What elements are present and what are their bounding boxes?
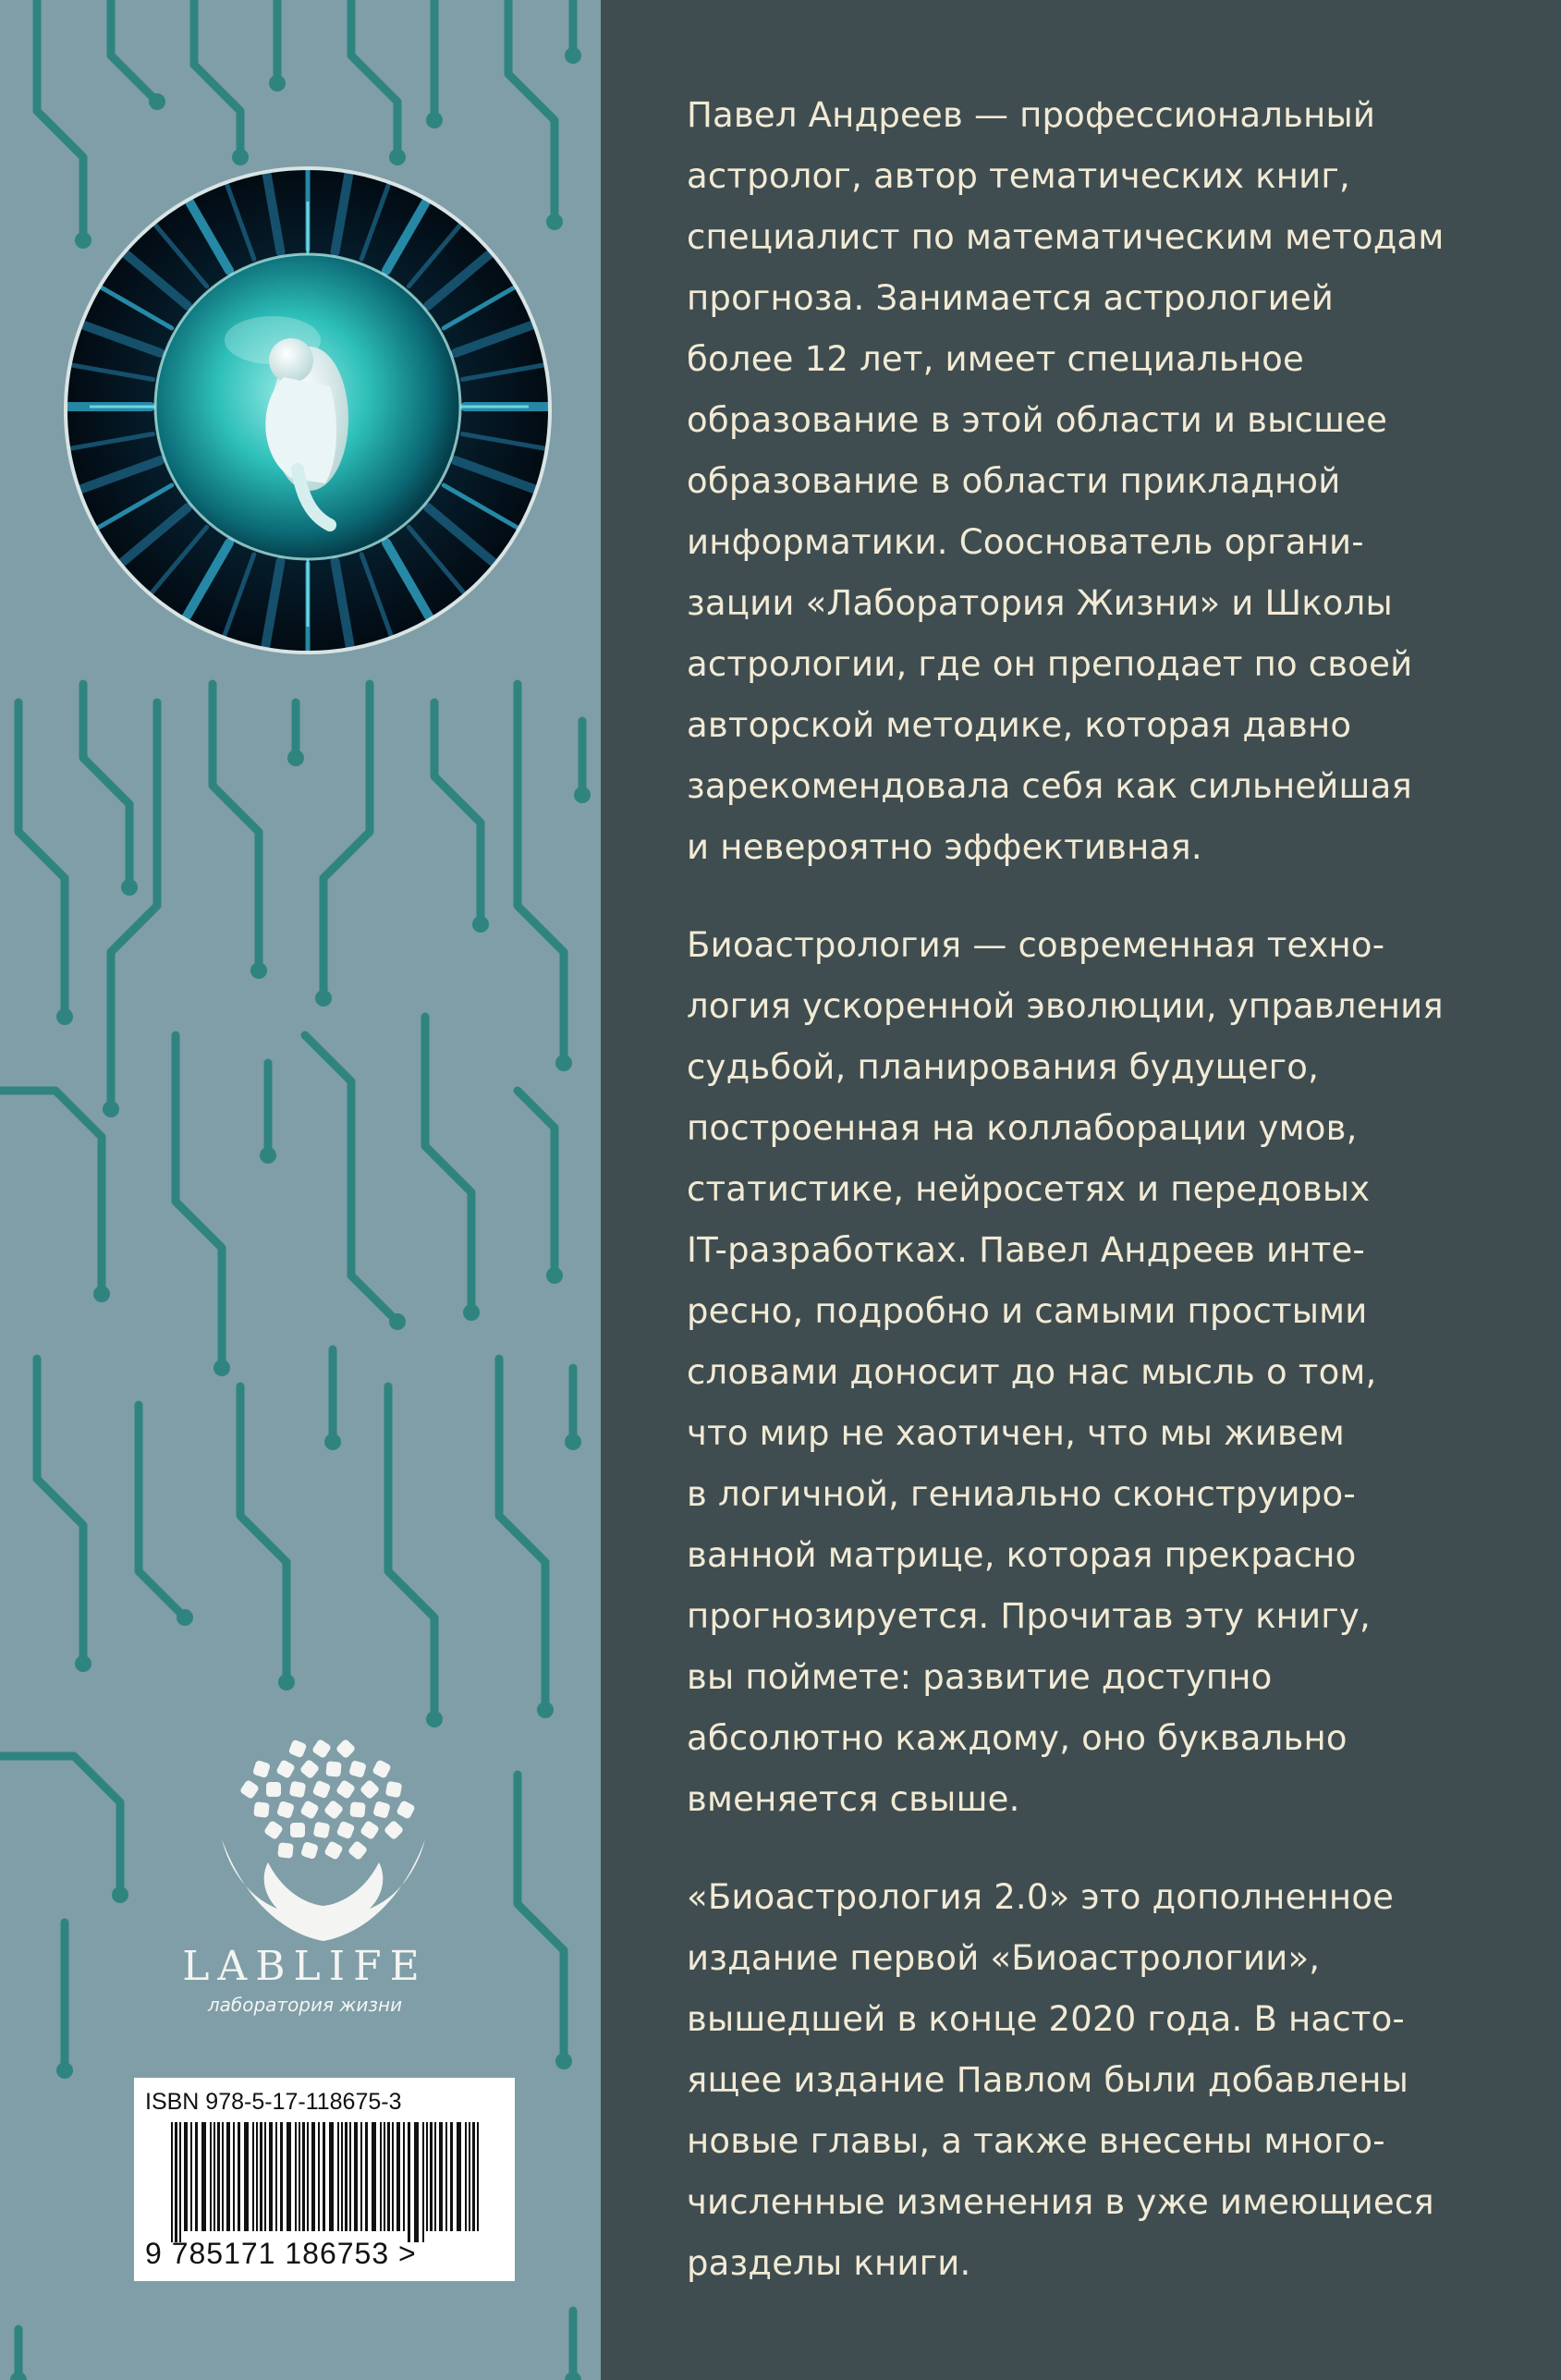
circuit-node [565,2372,581,2380]
puzzle-piece [349,1801,365,1817]
puzzle-piece [372,1759,392,1779]
puzzle-piece [312,1780,332,1800]
barcode-bar [387,2122,390,2231]
book-description [687,85,1500,2294]
circuit-trace [213,684,259,970]
circuit-node [260,1147,276,1164]
circuit-node [472,916,489,933]
text-line: специалист по математическим методам [687,217,1445,257]
puzzle-piece [325,1761,341,1776]
circuit-node [426,112,443,128]
circuit-node [565,1434,581,1450]
text-line: вы поймете: развитие доступно [687,1657,1273,1697]
puzzle-piece [275,1759,296,1779]
circuit-node [555,2053,572,2069]
puzzle-piece [276,1800,295,1819]
puzzle-piece [263,1820,284,1840]
circuit-trace [323,684,370,998]
text-line: ресно, подробно и самыми простыми [687,1291,1368,1331]
circuit-node [10,2372,27,2380]
circuit-trace [0,1091,102,1294]
author-bio-paragraph [687,85,1500,878]
puzzle-piece [239,1779,260,1800]
text-line: образование в области прикладной [687,461,1341,501]
puzzle-piece [253,1801,270,1818]
barcode-bar [345,2122,348,2231]
circuit-node [315,990,332,1007]
circuit-trace [18,702,65,1017]
barcode-bar [269,2122,273,2231]
text-line: ящее издание Павлом были добавлены [687,2060,1409,2100]
barcode-bar [264,2122,266,2231]
circuit-node [389,1313,406,1330]
circuit-trace [518,1775,564,2061]
puzzle-piece [336,1821,356,1840]
puzzle-piece [323,1800,345,1821]
text-line: IT-разработках. Павел Андреев инте- [687,1230,1365,1270]
barcode-bar [226,2122,230,2231]
circuit-node [149,93,165,110]
puzzle-piece [290,1823,305,1837]
barcode-bar [372,2122,376,2231]
circuit-trace [111,0,157,102]
barcode-bar [354,2122,358,2231]
barcode-bar [457,2122,461,2231]
circuit-trace [83,684,129,887]
barcode-bar [469,2122,470,2231]
text-line: астролог, автор тематических книг, [687,156,1350,196]
barcode-bar [238,2122,240,2231]
circuit-node [269,75,286,92]
circuit-node [278,1674,295,1690]
circuit-node [574,787,591,803]
circuit-node [565,47,581,64]
circuit-node [389,149,406,165]
text-line: новые главы, а также внесены много- [687,2121,1385,2161]
text-line: в логичной, гениально сконструиро- [687,1474,1356,1514]
circuit-node [546,1267,563,1284]
puzzle-piece [299,1759,321,1780]
barcode-bar [329,2122,334,2231]
barcode-bar [450,2122,453,2231]
text-line: зации «Лаборатория Жизни» и Школы [687,583,1393,623]
barcode-bar [396,2122,400,2231]
circuit-trace [111,702,157,1109]
text-line: зарекомендовала себя как сильнейшая [687,766,1412,806]
puzzle-piece [348,1840,369,1861]
text-line: Биоастрология — современная техно- [687,925,1385,965]
barcode-bar [408,2122,410,2242]
barcode-bar [213,2122,215,2231]
circuit-node [232,149,249,165]
puzzle-piece [252,1760,271,1778]
barcode-bar [295,2122,297,2231]
barcode-bar [287,2122,291,2231]
circuit-node [56,2062,73,2079]
circuit-trace [499,1359,545,1710]
barcode-bar [179,2122,181,2242]
barcode-bar [184,2122,188,2231]
barcode-bar [171,2122,173,2242]
barcode-bar [311,2122,315,2231]
circuit-trace [388,1386,434,1719]
barcode-bar [190,2122,192,2231]
barcode-bar [307,2122,309,2231]
circuit-node [287,750,304,766]
barcode-bar [414,2122,419,2242]
circuit-trace [139,1405,185,1617]
barcode-bar [280,2122,283,2231]
text-line: более 12 лет, имеет специальное [687,339,1304,379]
edition-paragraph [687,1867,1500,2294]
circuit-node [121,879,138,896]
circuit-trace [434,702,481,924]
circuit-trace [305,1035,397,1322]
puzzle-piece [323,1840,344,1861]
barcode-bar [201,2122,206,2231]
barcode-bar [422,2122,424,2242]
puzzle-piece [300,1841,319,1860]
barcode-bar [426,2122,428,2231]
circuit-trace [240,1386,287,1682]
circuit-trace [518,684,564,1063]
bioastrology-paragraph [687,915,1500,1830]
puzzle-piece [335,1739,357,1760]
cover-illustration [62,165,554,656]
text-line: астрологии, где он преподает по своей [687,644,1413,684]
barcode-bar [430,2122,433,2231]
barcode-bar [380,2122,382,2231]
circuit-node [56,1008,73,1025]
barcode-bar [260,2122,262,2231]
text-line: «Биоастрология 2.0» это дополненное [687,1877,1395,1917]
puzzle-piece [348,1760,367,1778]
text-line: что мир не хаотичен, что мы живем [687,1413,1346,1453]
barcode-bar [210,2122,212,2231]
barcode-bar [256,2122,258,2231]
barcode-bar [275,2122,277,2231]
puzzle-piece [360,1820,380,1840]
circuit-node [426,1711,443,1727]
barcode-bar [403,2122,405,2231]
text-line: ванной матрице, которая прекрасно [687,1535,1357,1575]
barcode-bar [472,2122,475,2231]
puzzle-piece [277,1842,294,1859]
barcode-bar [365,2122,368,2231]
isbn-barcode [134,2078,515,2281]
circuit-node [112,1886,128,1903]
circuit-trace [425,1017,471,1312]
text-line: логия ускоренной эволюции, управления [687,986,1444,1026]
text-line: судьбой, планирования будущего, [687,1047,1320,1087]
puzzle-piece [266,1782,281,1797]
circuit-node [324,1434,341,1450]
puzzle-piece [372,1800,391,1819]
barcode-bar [175,2122,177,2242]
circuit-node [213,1360,230,1376]
barcode-bar [465,2122,467,2231]
logo-wordmark: LABLIFE [182,1943,428,1990]
text-line: образование в этой области и высшее [687,400,1388,440]
text-line: численные изменения в уже имеющиеся [687,2182,1434,2222]
puzzle-piece [360,1779,381,1800]
text-line: вменяется свыше. [687,1779,1020,1819]
text-line: словами доносит до нас мысль о том, [687,1352,1377,1392]
barcode-bar [349,2122,351,2231]
barcode-bar [392,2122,394,2231]
barcode-bar [222,2122,224,2231]
barcode-digits: 9 785171 186753 > [145,2237,417,2270]
barcode-bar [439,2122,443,2231]
hands-icon [222,1839,425,1941]
barcode-bar [195,2122,198,2231]
puzzle-piece [311,1739,332,1759]
barcode-bars [171,2122,485,2242]
circuit-node [103,1101,119,1117]
logo-subtitle: лаборатория жизни [207,1994,403,2016]
text-line: Павел Андреев — профессиональный [687,95,1376,135]
text-line: авторской методике, которая давно [687,705,1352,745]
barcode-bar [341,2122,343,2231]
barcode-bar [302,2122,305,2231]
text-line: прогноза. Занимается астрологией [687,278,1335,318]
circuit-trace [0,1756,120,1895]
barcode-bar [217,2122,220,2231]
puzzle-piece [384,1820,405,1841]
circuit-node [555,1055,572,1071]
barcode-bar [337,2122,339,2231]
circuit-trace [194,0,240,157]
circuit-trace [351,0,397,157]
text-line: информатики. Сооснователь органи- [687,522,1364,562]
text-line: и невероятно эффективная. [687,827,1202,867]
text-line: прогнозируется. Прочитав эту книгу, [687,1596,1371,1636]
text-line: построенная на коллаборации умов, [687,1108,1358,1148]
barcode-bar [233,2122,235,2231]
barcode-bar [323,2122,325,2231]
circuit-pattern-panel [0,0,601,2380]
text-line: вышедшей в конце 2020 года. В насто- [687,1999,1405,2039]
isbn-label: ISBN 978-5-17-118675-3 [145,2089,402,2115]
circuit-node [75,1655,91,1672]
puzzle-piece [313,1822,331,1839]
puzzle-piece [288,1739,308,1759]
puzzle-piece [289,1781,307,1799]
barcode-bar [384,2122,385,2231]
circuit-node [177,1609,193,1626]
text-line: издание первой «Биоастрологии», [687,1938,1321,1978]
circuit-node [93,1286,110,1302]
circuit-node [250,962,267,979]
text-line: статистике, нейросетях и передовых [687,1169,1371,1209]
puzzle-piece [299,1800,320,1820]
barcode-bar [434,2122,436,2231]
barcode-bar [299,2122,300,2231]
barcode-bar [252,2122,254,2231]
circuit-node [537,1702,554,1718]
puzzle-piece [396,1800,416,1820]
barcode-bar [244,2122,249,2231]
text-line: абсолютно каждому, оно буквально [687,1718,1348,1758]
circuit-trace [37,1359,83,1664]
text-line: разделы книги. [687,2243,971,2283]
circuit-trace [176,1035,222,1368]
puzzle-piece [335,1779,356,1800]
circuit-node [463,1304,480,1321]
barcode-bar [318,2122,320,2231]
circuit-trace [518,1091,555,1275]
barcode-bar [445,2122,447,2231]
barcode-bar [360,2122,362,2231]
puzzle-piece [385,1781,403,1799]
barcode-bar [477,2122,479,2231]
